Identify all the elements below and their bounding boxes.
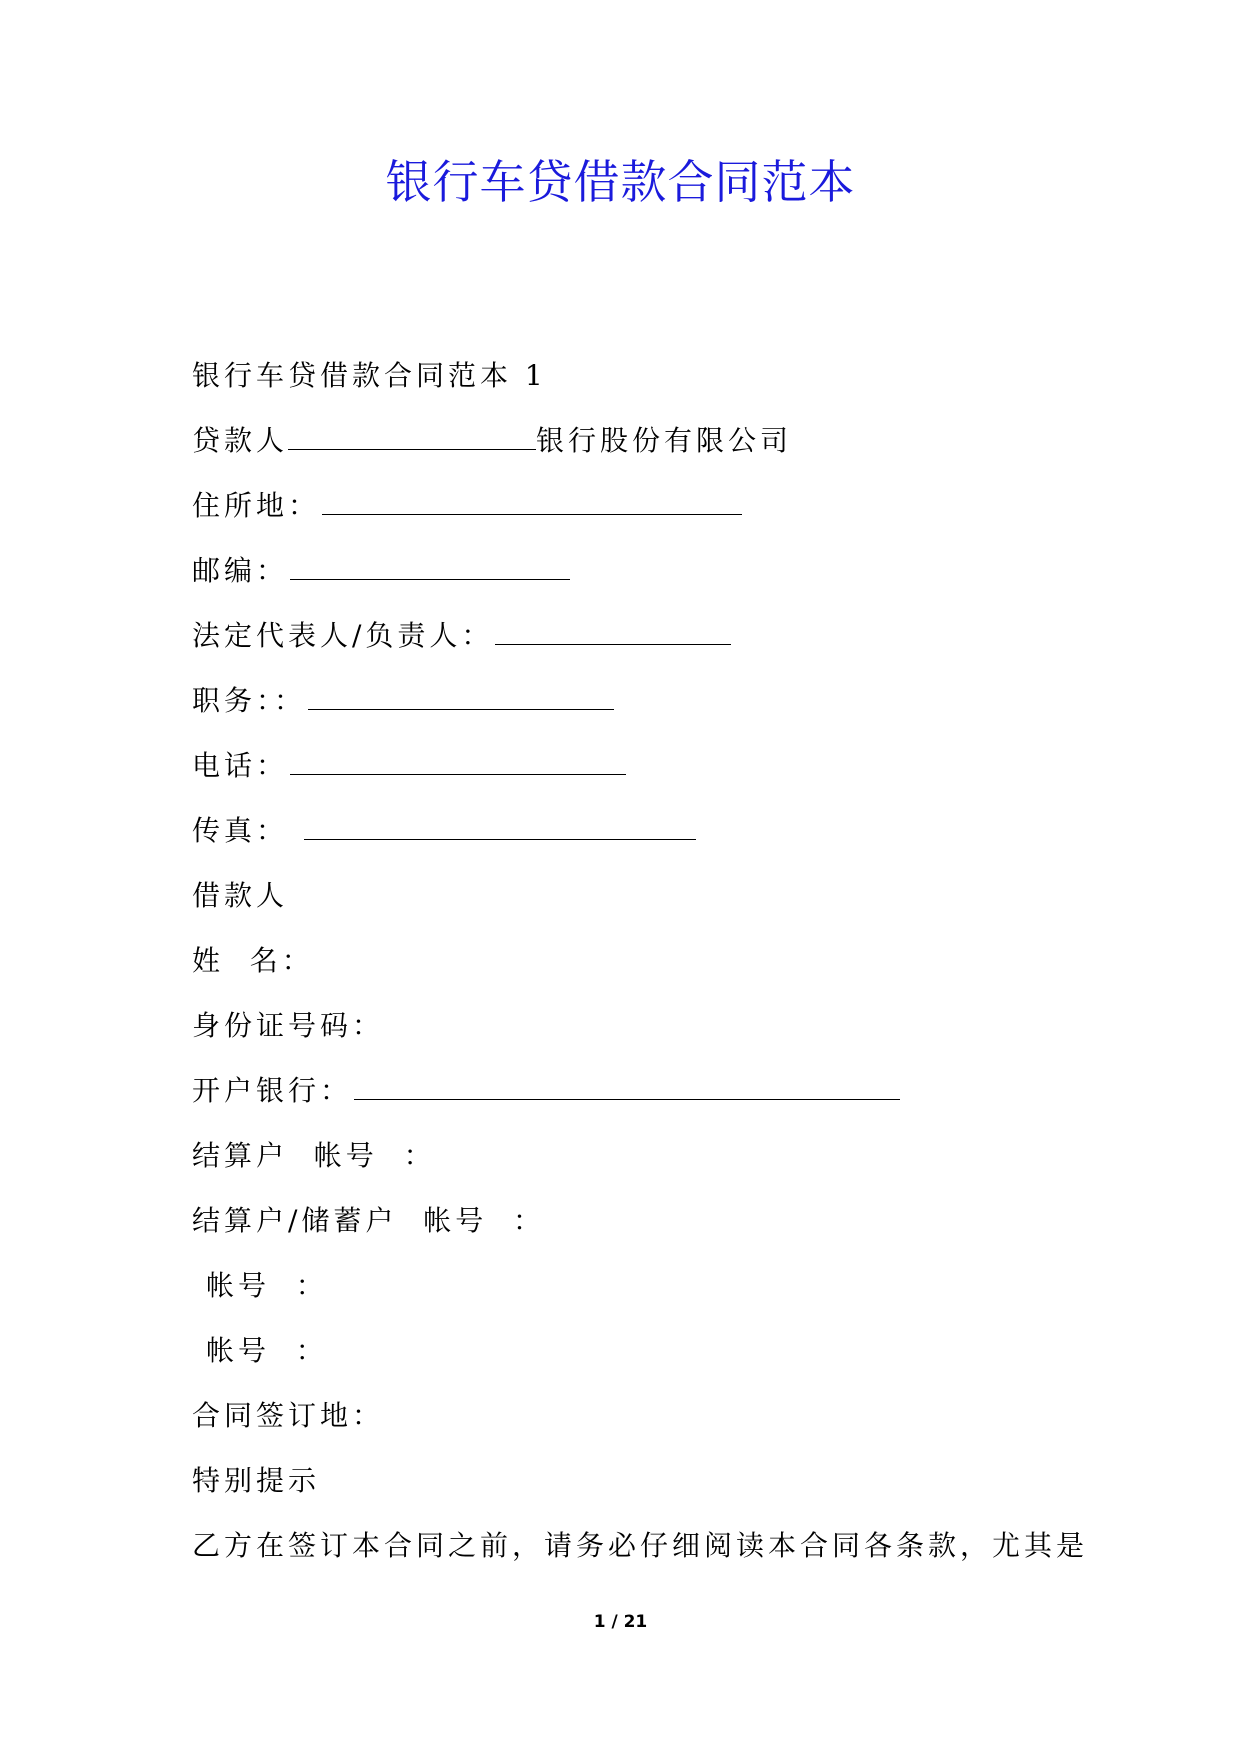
lender-line [192, 419, 1072, 484]
fax-label: 传真： [192, 814, 289, 847]
position-label: 职务：： [192, 684, 307, 717]
name-line [192, 939, 1072, 1004]
phone-label: 电话： [192, 749, 289, 782]
bank-blank [354, 1073, 900, 1100]
special-notice-label: 特别提示 [192, 1464, 321, 1497]
legal-rep-blank [495, 618, 731, 645]
borrower-line [192, 874, 1072, 939]
notice-text: 乙方在签订本合同之前，请务必仔细阅读本合同各条款，尤其是 [192, 1529, 1089, 1562]
document-body [192, 354, 1089, 1589]
position-blank [308, 683, 614, 710]
special-notice-line [192, 1459, 1072, 1524]
phone-line [192, 744, 1072, 809]
position-line [192, 679, 1072, 744]
legal-rep-line [192, 614, 1072, 679]
notice-text-line [192, 1524, 1089, 1589]
id-number-line [192, 1004, 1072, 1069]
name-label: 姓 名： [192, 944, 314, 977]
borrower-label: 借款人 [192, 879, 289, 912]
bank-label: 开户银行： [192, 1074, 353, 1107]
fax-line [192, 809, 1072, 874]
account-line-1 [192, 1264, 1072, 1329]
id-number-label: 身份证号码： [192, 1009, 385, 1042]
savings-account-label: 结算户/储蓄户 帐号 ： [192, 1204, 546, 1237]
account-label-2: 帐号 ： [206, 1334, 328, 1367]
signing-place-label: 合同签订地： [192, 1399, 385, 1432]
address-label: 住所地： [192, 489, 321, 522]
settlement-account-label: 结算户 帐号 ： [192, 1139, 436, 1172]
lender-label: 贷款人 [192, 424, 289, 457]
phone-blank [290, 748, 626, 775]
lender-suffix: 银行股份有限公司 [536, 424, 793, 457]
contract-heading [192, 354, 1072, 419]
address-line [192, 484, 1072, 549]
postcode-line [192, 549, 1072, 614]
address-blank [322, 488, 742, 515]
legal-rep-label: 法定代表人/负责人： [192, 619, 494, 652]
account-line-2 [192, 1329, 1072, 1394]
savings-account-line [192, 1199, 1072, 1264]
lender-blank [288, 423, 536, 450]
fax-blank [304, 813, 696, 840]
bank-line [192, 1069, 1072, 1134]
postcode-blank [290, 553, 570, 580]
page-indicator: 1 / 21 [593, 1612, 648, 1632]
document-title: 银行车贷借款合同范本 [385, 155, 856, 209]
signing-place-line [192, 1394, 1072, 1459]
postcode-label: 邮编： [192, 554, 289, 587]
contract-heading-text: 银行车贷借款合同范本 1 [192, 359, 547, 392]
settlement-account-line [192, 1134, 1072, 1199]
account-label-1: 帐号 ： [206, 1269, 328, 1302]
